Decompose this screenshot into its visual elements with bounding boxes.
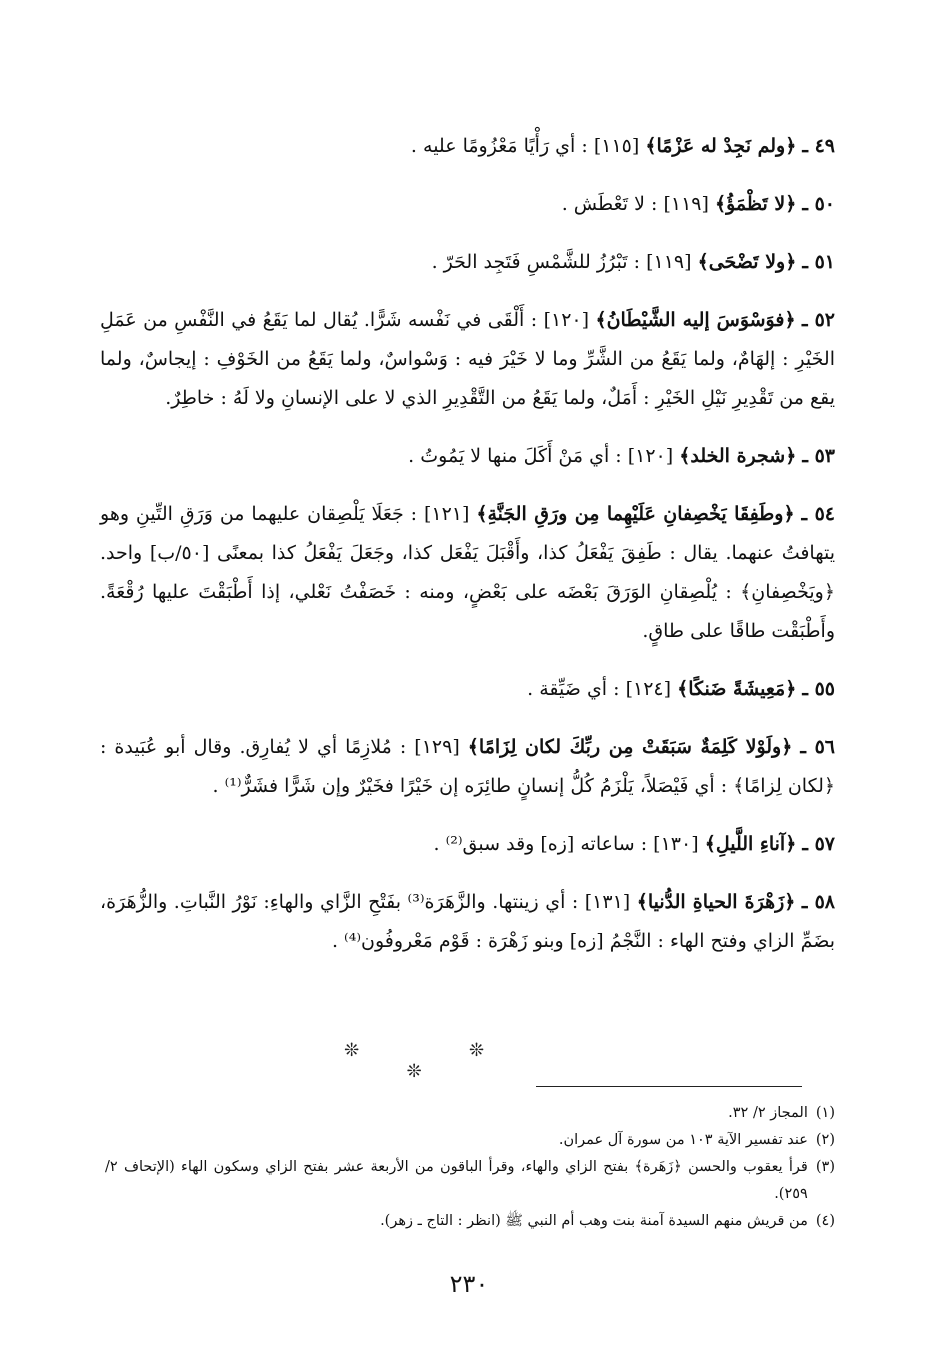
entry-number: ٥١ ـ [802, 251, 835, 273]
footnote-2 [105, 1127, 835, 1154]
section-separator: ❊ ❊ ❊ [344, 1040, 536, 1082]
footnote-rule [536, 1086, 802, 1087]
footnote-number: (٤) [815, 1213, 835, 1229]
entry-gloss: : مُلازِمًا أي لا يُفارِق. وقال أبو عُبَيدة : ﴿لكان لِزامًا﴾ : أي فَيْصَلاً، يَلْزَمُ كُلُّ إنسانٍ طائِرَه إن خَيْرًا فخَيْرٌ وإن شَرًّا فشَرٌّ⁽¹⁾ . [100, 736, 835, 797]
footnote-1 [105, 1100, 835, 1127]
footnote-number: (٢) [815, 1132, 835, 1148]
footnote-number: (٣) [815, 1159, 835, 1175]
footnotes [105, 1100, 835, 1235]
verse-reference: [١٣٠] [653, 833, 699, 855]
entry-number: ٥٠ ـ [802, 193, 835, 215]
verse-reference: [١٢٤] [625, 678, 672, 700]
entry-54 [100, 495, 835, 651]
entry-headword: ﴿ولم نَجِدْ له عَزْمًا﴾ [645, 135, 797, 157]
entry-gloss: : أي مَنْ أَكَلَ منها لا يَمُوتُ . [408, 445, 622, 467]
entry-gloss: : تَبْرُزُ للشَّمْسِ فَتَجِد الحَرّ . [431, 251, 641, 273]
entry-number: ٥٣ ـ [802, 445, 835, 467]
entry-gloss: : ساعاته [زه] وقد سبق⁽²⁾ . [433, 833, 648, 855]
entry-number: ٥٢ ـ [802, 309, 835, 331]
footnote-4 [105, 1208, 835, 1235]
footnote-number: (١) [815, 1105, 835, 1121]
entry-49 [100, 127, 835, 166]
entry-headword: ﴿آناءِ اللَّيلِ﴾ [704, 833, 797, 855]
footnote-3 [105, 1154, 835, 1208]
entry-headword: ﴿وطَفِقَا يَخْصِفانِ عَلَيْهِما مِن ورَقِ الجَنَّةِ﴾ [476, 503, 795, 525]
entry-headword: ﴿فوَسْوَسَ إليه الشَّيْطَانُ﴾ [595, 309, 796, 331]
entry-headword: ﴿ولا تَضْحَى﴾ [697, 251, 797, 273]
entry-headword: ﴿ولَوْلا كَلِمَةٌ سَبَقَتْ مِن ربِّكَ لكان لِزَامًا﴾ [467, 736, 793, 758]
entry-gloss: : لا تَعْطَش . [561, 193, 658, 215]
entry-gloss: : جَعَلَا يَلْصِقان عليهما من وَرَقِ التِّينِ وهو يتهافتُ عنهما. يقال : طَفِقَ يَفْعَلُ كذا، وأَقْبَلَ يَفْعَل كذا، وجَعَلَ يَفْعَلُ كذا بمعنًى [٥٠/ب] واحد. ﴿ويَخْصِفانِ﴾ : يُلْصِقانِ الوَرَقَ بَعْضَه على بَعْضٍ، ومنه : خَصَفْتُ نَعْلي، إذا أَطْبَقْتَ عليها رُقْعَةً. وأَطْبَقْت طاقًا على طاقٍ. [100, 503, 835, 642]
entry-gloss: : أَلْقَى في نَفْسه شَرًّا. يُقال لما يَقَعُ في النَّفْسِ من عَمَلِ الخَيْرِ : إلهَامٌ، ولما يَقَعُ من الشَّرِّ وما لا خَيْرَ فيه : وَسْواسٌ، ولما يَقَعُ من الخَوْفِ : إيجاسٌ، ولما يقع من تَقْدِيرِ نَيْلِ الخَيْرِ : أَمَلٌ، ولما يَقَعُ من التَّقْدِيرِ الذي لا على الإنسانِ ولا لَهُ : خاطِرٌ. [100, 309, 835, 409]
entry-headword: ﴿لا تَظْمَؤُ﴾ [714, 193, 797, 215]
verse-reference: [١٢١] [423, 503, 470, 525]
verse-reference: [١٣١] [584, 891, 631, 913]
entry-58 [100, 883, 835, 961]
verse-reference: [١٢٠] [543, 309, 590, 331]
footnote-text: المجاز ٢/ ٣٢. [728, 1105, 808, 1121]
entry-53 [100, 437, 835, 476]
entry-number: ٥٨ ـ [801, 891, 835, 913]
verse-reference: [١٢٠] [627, 445, 674, 467]
entry-number: ٤٩ ـ [802, 135, 835, 157]
entry-number: ٥٦ ـ [800, 736, 835, 758]
entry-headword: ﴿زَهْرَةَ الحياةِ الدُّنيا﴾ [636, 891, 796, 913]
page-number: ٢٣٠ [449, 1270, 489, 1298]
entry-52 [100, 301, 835, 418]
verse-reference: [١١٩] [663, 193, 709, 215]
entry-number: ٥٥ ـ [802, 678, 835, 700]
footnote-text: من قريش منهم السيدة آمنة بنت وهب أم النبي ﷺ (انظر : التاج ـ زهر). [380, 1213, 808, 1229]
entry-gloss: : أي زينتها. والزَّهَرَة⁽³⁾ بفَتْحِ الزَّاي والهاءِ: نَوْرُ النَّباتِ. والزُّهَرَة، بضَمِّ الزاي وفتح الهاء : النَّجْمُ [زه] وبنو زَهْرَة : قَوْم مَعْروفُون⁽⁴⁾ . [100, 891, 835, 952]
entry-number: ٥٤ ـ [801, 503, 836, 525]
entry-headword: ﴿مَعِيشَةً ضَنكًا﴾ [677, 678, 797, 700]
footnote-text: قرأ يعقوب والحسن ﴿زَهَرة﴾ بفتح الزاي والهاء، وقرأ الباقون من الأربعة عشر بفتح الزاي وسكون الهاء (الإتحاف ٢/ ٢٥٩). [105, 1159, 808, 1202]
entry-50 [100, 185, 835, 224]
entry-55 [100, 670, 835, 709]
entry-56 [100, 728, 835, 806]
verse-reference: [١١٩] [646, 251, 692, 273]
main-text [100, 108, 835, 969]
entry-51 [100, 243, 835, 282]
verse-reference: [١١٥] [593, 135, 640, 157]
entry-gloss: : أي ضَيِّقة . [527, 678, 620, 700]
entry-number: ٥٧ ـ [802, 833, 835, 855]
entry-headword: ﴿شجرة الخلد﴾ [679, 445, 797, 467]
entry-gloss: : أي رَأْيًا مَعْزُومًا عليه . [410, 135, 588, 157]
entry-57 [100, 825, 835, 864]
footnote-text: عند تفسير الآية ١٠٣ من سورة آل عمران. [558, 1132, 808, 1148]
verse-reference: [١٢٩] [414, 736, 460, 758]
